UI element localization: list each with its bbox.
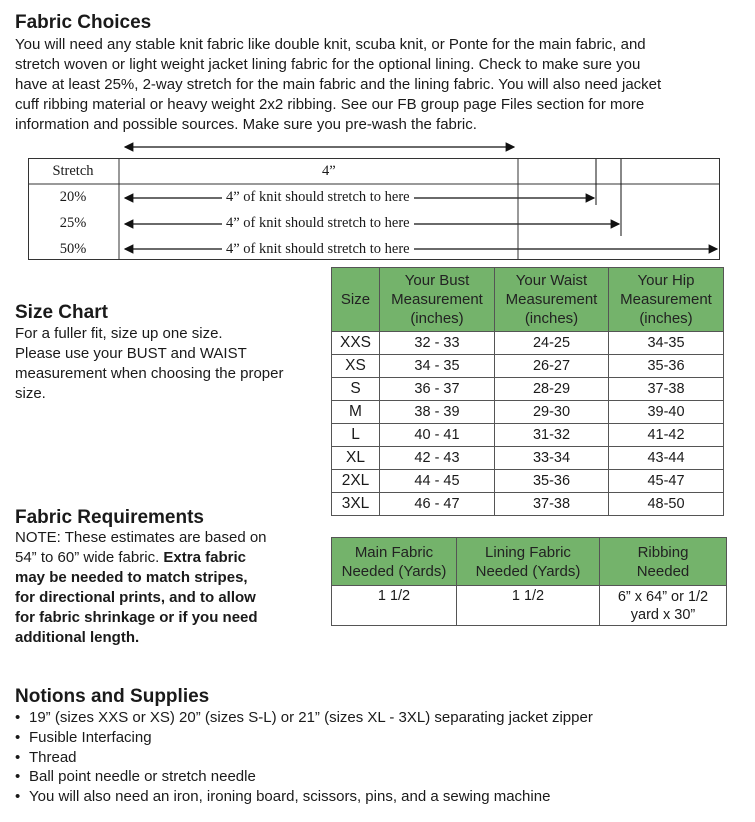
table-row: XXS 32 - 33 24-25 34-35 [332,332,724,355]
waist-column-header: Your Waist Measurement (inches) [495,268,609,332]
table-row [332,586,727,626]
paragraph-line: For a fuller fit, size up one size. [15,325,223,342]
stretch-header-value: 4” [322,163,336,179]
fabric-requirements-heading: Fabric Requirements [15,507,204,528]
bust-column-header: Your Bust Measurement (inches) [380,268,495,332]
table-row: XS 34 - 35 26-27 35-36 [332,355,724,378]
table-row: XL 42 - 43 33-34 43-44 [332,447,724,470]
size-chart-heading: Size Chart [15,302,108,323]
notions-list [15,708,745,807]
ribbing-value: 6” x 64” or 1/2 yard x 30” [600,586,727,626]
table-row: 3XL 46 - 47 37-38 48-50 [332,493,724,516]
list-item: • Fusible Interfacing [15,728,745,748]
stretch-row-text: 4” of knit should stretch to here [222,189,414,206]
size-chart-table [331,267,724,516]
list-item: • Ball point needle or stretch needle [15,767,745,787]
main-fabric-value: 1 1/2 [332,586,457,626]
size-column-header: Size [332,268,380,332]
fabric-choices-heading: Fabric Choices [15,12,152,33]
list-item: • You will also need an iron, ironing board, scissors, pins, and a sewing machine [15,787,745,807]
stretch-header-label: Stretch [52,163,94,179]
stretch-row-label: 25% [59,215,87,231]
table-row: L 40 - 41 31-32 41-42 [332,424,724,447]
fabric-requirements-note: NOTE: These estimates are based on 54” to 60” wide fabric. Extra fabric may be needed to match stripes, for directional prints, and to allow for fabric shrinkage or if you need additional length. [15,529,267,646]
paragraph-line: measurement when choosing the proper [15,365,284,382]
table-row: S 36 - 37 28-29 37-38 [332,378,724,401]
paragraph-line: size. [15,385,46,402]
stretch-row-text: 4” of knit should stretch to here [222,241,414,258]
list-item: • 19” (sizes XXS or XS) 20” (sizes S-L) or 21” (sizes XL - 3XL) separating jacket zipper [15,708,745,728]
table-row: M 38 - 39 29-30 39-40 [332,401,724,424]
table-row: 2XL 44 - 45 35-36 45-47 [332,470,724,493]
notions-heading: Notions and Supplies [15,686,210,707]
size-chart-description [15,324,320,404]
paragraph-line: You will need any stable knit fabric like double knit, scuba knit, or Ponte for the main fabric, and [15,36,646,53]
hip-column-header: Your Hip Measurement (inches) [609,268,724,332]
paragraph-line: stretch woven or light weight jacket lining fabric for the optional lining. Check to make sure you [15,56,641,73]
paragraph-line: cuff ribbing material or heavy weight 2x2 ribbing. See our FB group page Files section for more [15,96,645,113]
lining-fabric-value: 1 1/2 [457,586,600,626]
main-fabric-header: Main Fabric Needed (Yards) [332,538,457,586]
stretch-row-label: 50% [59,241,87,257]
lining-fabric-header: Lining Fabric Needed (Yards) [457,538,600,586]
paragraph-line: information and possible sources. Make sure you pre-wash the fabric. [15,116,477,133]
ribbing-header: Ribbing Needed [600,538,727,586]
paragraph-line: have at least 25%, 2-way stretch for the main fabric and the lining fabric. You will also need jacket [15,76,662,93]
paragraph-line: Please use your BUST and WAIST [15,345,247,362]
stretch-row-label: 20% [59,189,87,205]
list-item: • Thread [15,748,745,768]
fabric-requirements-table [331,537,727,626]
stretch-row-text: 4” of knit should stretch to here [222,215,414,232]
